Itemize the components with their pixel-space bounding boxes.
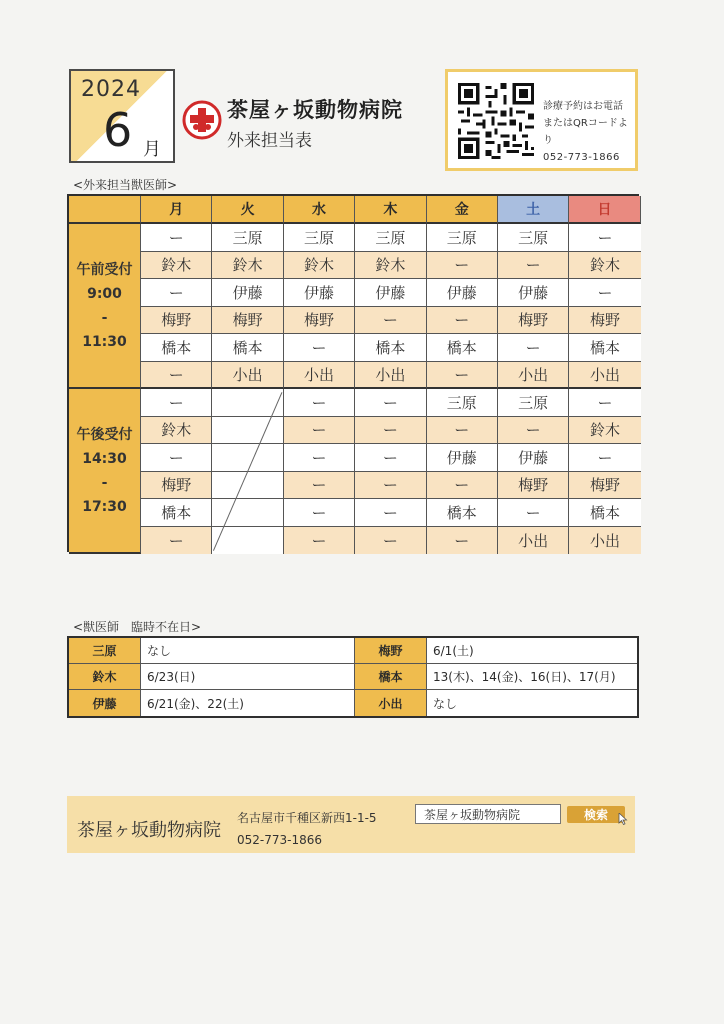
afternoon-cell: ー: [355, 389, 426, 417]
qr-caption: [543, 98, 635, 166]
morning-cell: ー: [498, 252, 569, 280]
qr-phone: 052-773-1866: [543, 152, 620, 163]
day-header: 土: [498, 196, 569, 224]
morning-cell: 鈴木: [355, 252, 426, 280]
year-label: 2024: [81, 77, 141, 102]
absence-dates: なし: [433, 696, 458, 711]
morning-cell: 鈴木: [284, 252, 355, 280]
search-button[interactable]: 検索: [567, 806, 625, 823]
afternoon-cell: ー: [355, 499, 426, 527]
morning-cell: 梅野: [284, 307, 355, 335]
afternoon-cell: 橋本: [569, 499, 640, 527]
afternoon-period-line: 午後受付: [76, 426, 133, 443]
morning-cell: 三原: [355, 224, 426, 252]
hospital-name: 茶屋ヶ坂動物病院: [227, 98, 403, 122]
afternoon-cell: 梅野: [569, 472, 640, 500]
morning-cell: 橋本: [141, 334, 212, 362]
morning-cell: ー: [141, 362, 212, 390]
morning-cell: 小出: [569, 362, 640, 390]
afternoon-cell: ー: [569, 389, 640, 417]
absence-vet-name: 橋本: [355, 664, 427, 690]
morning-cell: 梅野: [569, 307, 640, 335]
afternoon-cell: 橋本: [427, 499, 498, 527]
afternoon-cell: ー: [427, 417, 498, 445]
morning-cell: ー: [569, 224, 640, 252]
schedule-section-label: <外来担当獣医師>: [73, 178, 178, 192]
absence-vet-name: 鈴木: [69, 664, 141, 690]
morning-cell: 鈴木: [569, 252, 640, 280]
header-corner: [69, 196, 141, 224]
morning-cell: 小出: [284, 362, 355, 390]
month-unit-label: 月: [143, 139, 161, 160]
qr-caption-line1: 診療予約はお電話: [543, 101, 623, 112]
absence-dates: 6/1(土): [427, 638, 637, 664]
afternoon-cell: ー: [284, 417, 355, 445]
morning-cell: 鈴木: [141, 252, 212, 280]
morning-cell: 橋本: [212, 334, 283, 362]
afternoon-cell: 小出: [569, 527, 640, 555]
morning-cell: 伊藤: [427, 279, 498, 307]
afternoon-cell: 三原: [498, 389, 569, 417]
afternoon-cell: ー: [498, 499, 569, 527]
afternoon-period-line: -: [101, 474, 108, 491]
afternoon-cell: ー: [355, 444, 426, 472]
absence-vet-name: 三原: [69, 638, 141, 664]
footer-contact: [237, 807, 377, 851]
morning-cell: 伊藤: [284, 279, 355, 307]
morning-cell: 三原: [284, 224, 355, 252]
afternoon-period-line: 17:30: [82, 498, 127, 515]
morning-cell: 三原: [427, 224, 498, 252]
footer-address: 名古屋市千種区新西1-1-5: [237, 811, 377, 825]
morning-period-label: [69, 224, 141, 389]
morning-cell: ー: [141, 279, 212, 307]
afternoon-cell: ー: [355, 417, 426, 445]
afternoon-cell: 伊藤: [498, 444, 569, 472]
morning-cell: 梅野: [498, 307, 569, 335]
absence-vet-name: 小出: [355, 690, 427, 716]
morning-period-line: -: [101, 309, 108, 326]
afternoon-cell: 梅野: [498, 472, 569, 500]
afternoon-cell: ー: [284, 389, 355, 417]
afternoon-cell: ー: [141, 527, 212, 555]
qr-caption-line2: またはQRコードより: [543, 118, 628, 146]
search-input[interactable]: 茶屋ヶ坂動物病院: [415, 804, 561, 824]
absence-dates: 6/23(日): [141, 664, 355, 690]
afternoon-cell: 鈴木: [141, 417, 212, 445]
day-header: 日: [569, 196, 640, 224]
morning-cell: 伊藤: [212, 279, 283, 307]
footer-hospital-name: 茶屋ヶ坂動物病院: [77, 820, 221, 841]
afternoon-cell: ー: [284, 499, 355, 527]
afternoon-cell: ー: [355, 472, 426, 500]
day-header: 木: [355, 196, 426, 224]
page-title: 外来担当表: [227, 131, 312, 151]
morning-cell: 橋本: [569, 334, 640, 362]
afternoon-cell: ー: [569, 444, 640, 472]
month-label: 6: [103, 103, 133, 157]
day-header: 火: [212, 196, 283, 224]
morning-cell: 梅野: [212, 307, 283, 335]
morning-cell: 鈴木: [212, 252, 283, 280]
absence-vet-name: 梅野: [355, 638, 427, 664]
closed-slash: [212, 389, 283, 554]
afternoon-cell: ー: [498, 417, 569, 445]
date-box: [69, 69, 175, 163]
morning-cell: ー: [427, 362, 498, 390]
absence-section-label: <獣医師 臨時不在日>: [73, 620, 202, 634]
day-header: 月: [141, 196, 212, 224]
afternoon-cell: ー: [284, 472, 355, 500]
closed-slash-line: [214, 392, 283, 550]
morning-cell: ー: [427, 252, 498, 280]
afternoon-cell: 三原: [427, 389, 498, 417]
morning-cell: 橋本: [355, 334, 426, 362]
absence-dates: 6/21(金)、22(土): [141, 690, 355, 716]
afternoon-cell: 鈴木: [569, 417, 640, 445]
morning-cell: 梅野: [141, 307, 212, 335]
afternoon-period-line: 14:30: [82, 450, 127, 467]
morning-cell: ー: [355, 307, 426, 335]
afternoon-cell: ー: [284, 527, 355, 555]
morning-cell: ー: [498, 334, 569, 362]
afternoon-cell: 梅野: [141, 472, 212, 500]
afternoon-cell: ー: [427, 527, 498, 555]
afternoon-cell: 小出: [498, 527, 569, 555]
hospital-logo-icon: [182, 100, 222, 140]
morning-cell: ー: [141, 224, 212, 252]
afternoon-cell: ー: [141, 389, 212, 417]
schedule-table: [67, 194, 639, 552]
morning-cell: 橋本: [427, 334, 498, 362]
morning-cell: 三原: [498, 224, 569, 252]
day-header: 金: [427, 196, 498, 224]
day-header: 水: [284, 196, 355, 224]
morning-cell: 伊藤: [498, 279, 569, 307]
qr-box: [445, 69, 638, 171]
morning-cell: ー: [569, 279, 640, 307]
morning-cell: ー: [284, 334, 355, 362]
morning-period-line: 午前受付: [76, 261, 133, 278]
morning-cell: ー: [427, 307, 498, 335]
afternoon-cell: ー: [355, 527, 426, 555]
afternoon-cell: ー: [141, 444, 212, 472]
afternoon-cell: ー: [284, 444, 355, 472]
morning-period-line: 11:30: [82, 333, 127, 350]
footer-phone: 052-773-1866: [237, 833, 323, 847]
absence-dates: なし: [141, 638, 355, 664]
afternoon-cell: 橋本: [141, 499, 212, 527]
afternoon-period-label: [69, 389, 141, 554]
morning-cell: 伊藤: [355, 279, 426, 307]
morning-cell: 三原: [212, 224, 283, 252]
morning-cell: 小出: [355, 362, 426, 390]
morning-cell: 小出: [498, 362, 569, 390]
afternoon-cell: 伊藤: [427, 444, 498, 472]
absence-dates: 13(木)、14(金)、16(日)、17(月): [427, 664, 637, 690]
morning-cell: 小出: [212, 362, 283, 390]
morning-period-line: 9:00: [87, 285, 122, 302]
afternoon-cell: ー: [427, 472, 498, 500]
absence-table: [67, 636, 639, 718]
cursor-icon: [618, 813, 628, 825]
footer-banner: [67, 796, 635, 853]
absence-vet-name: 伊藤: [69, 690, 141, 716]
qr-code-icon[interactable]: [458, 83, 534, 159]
